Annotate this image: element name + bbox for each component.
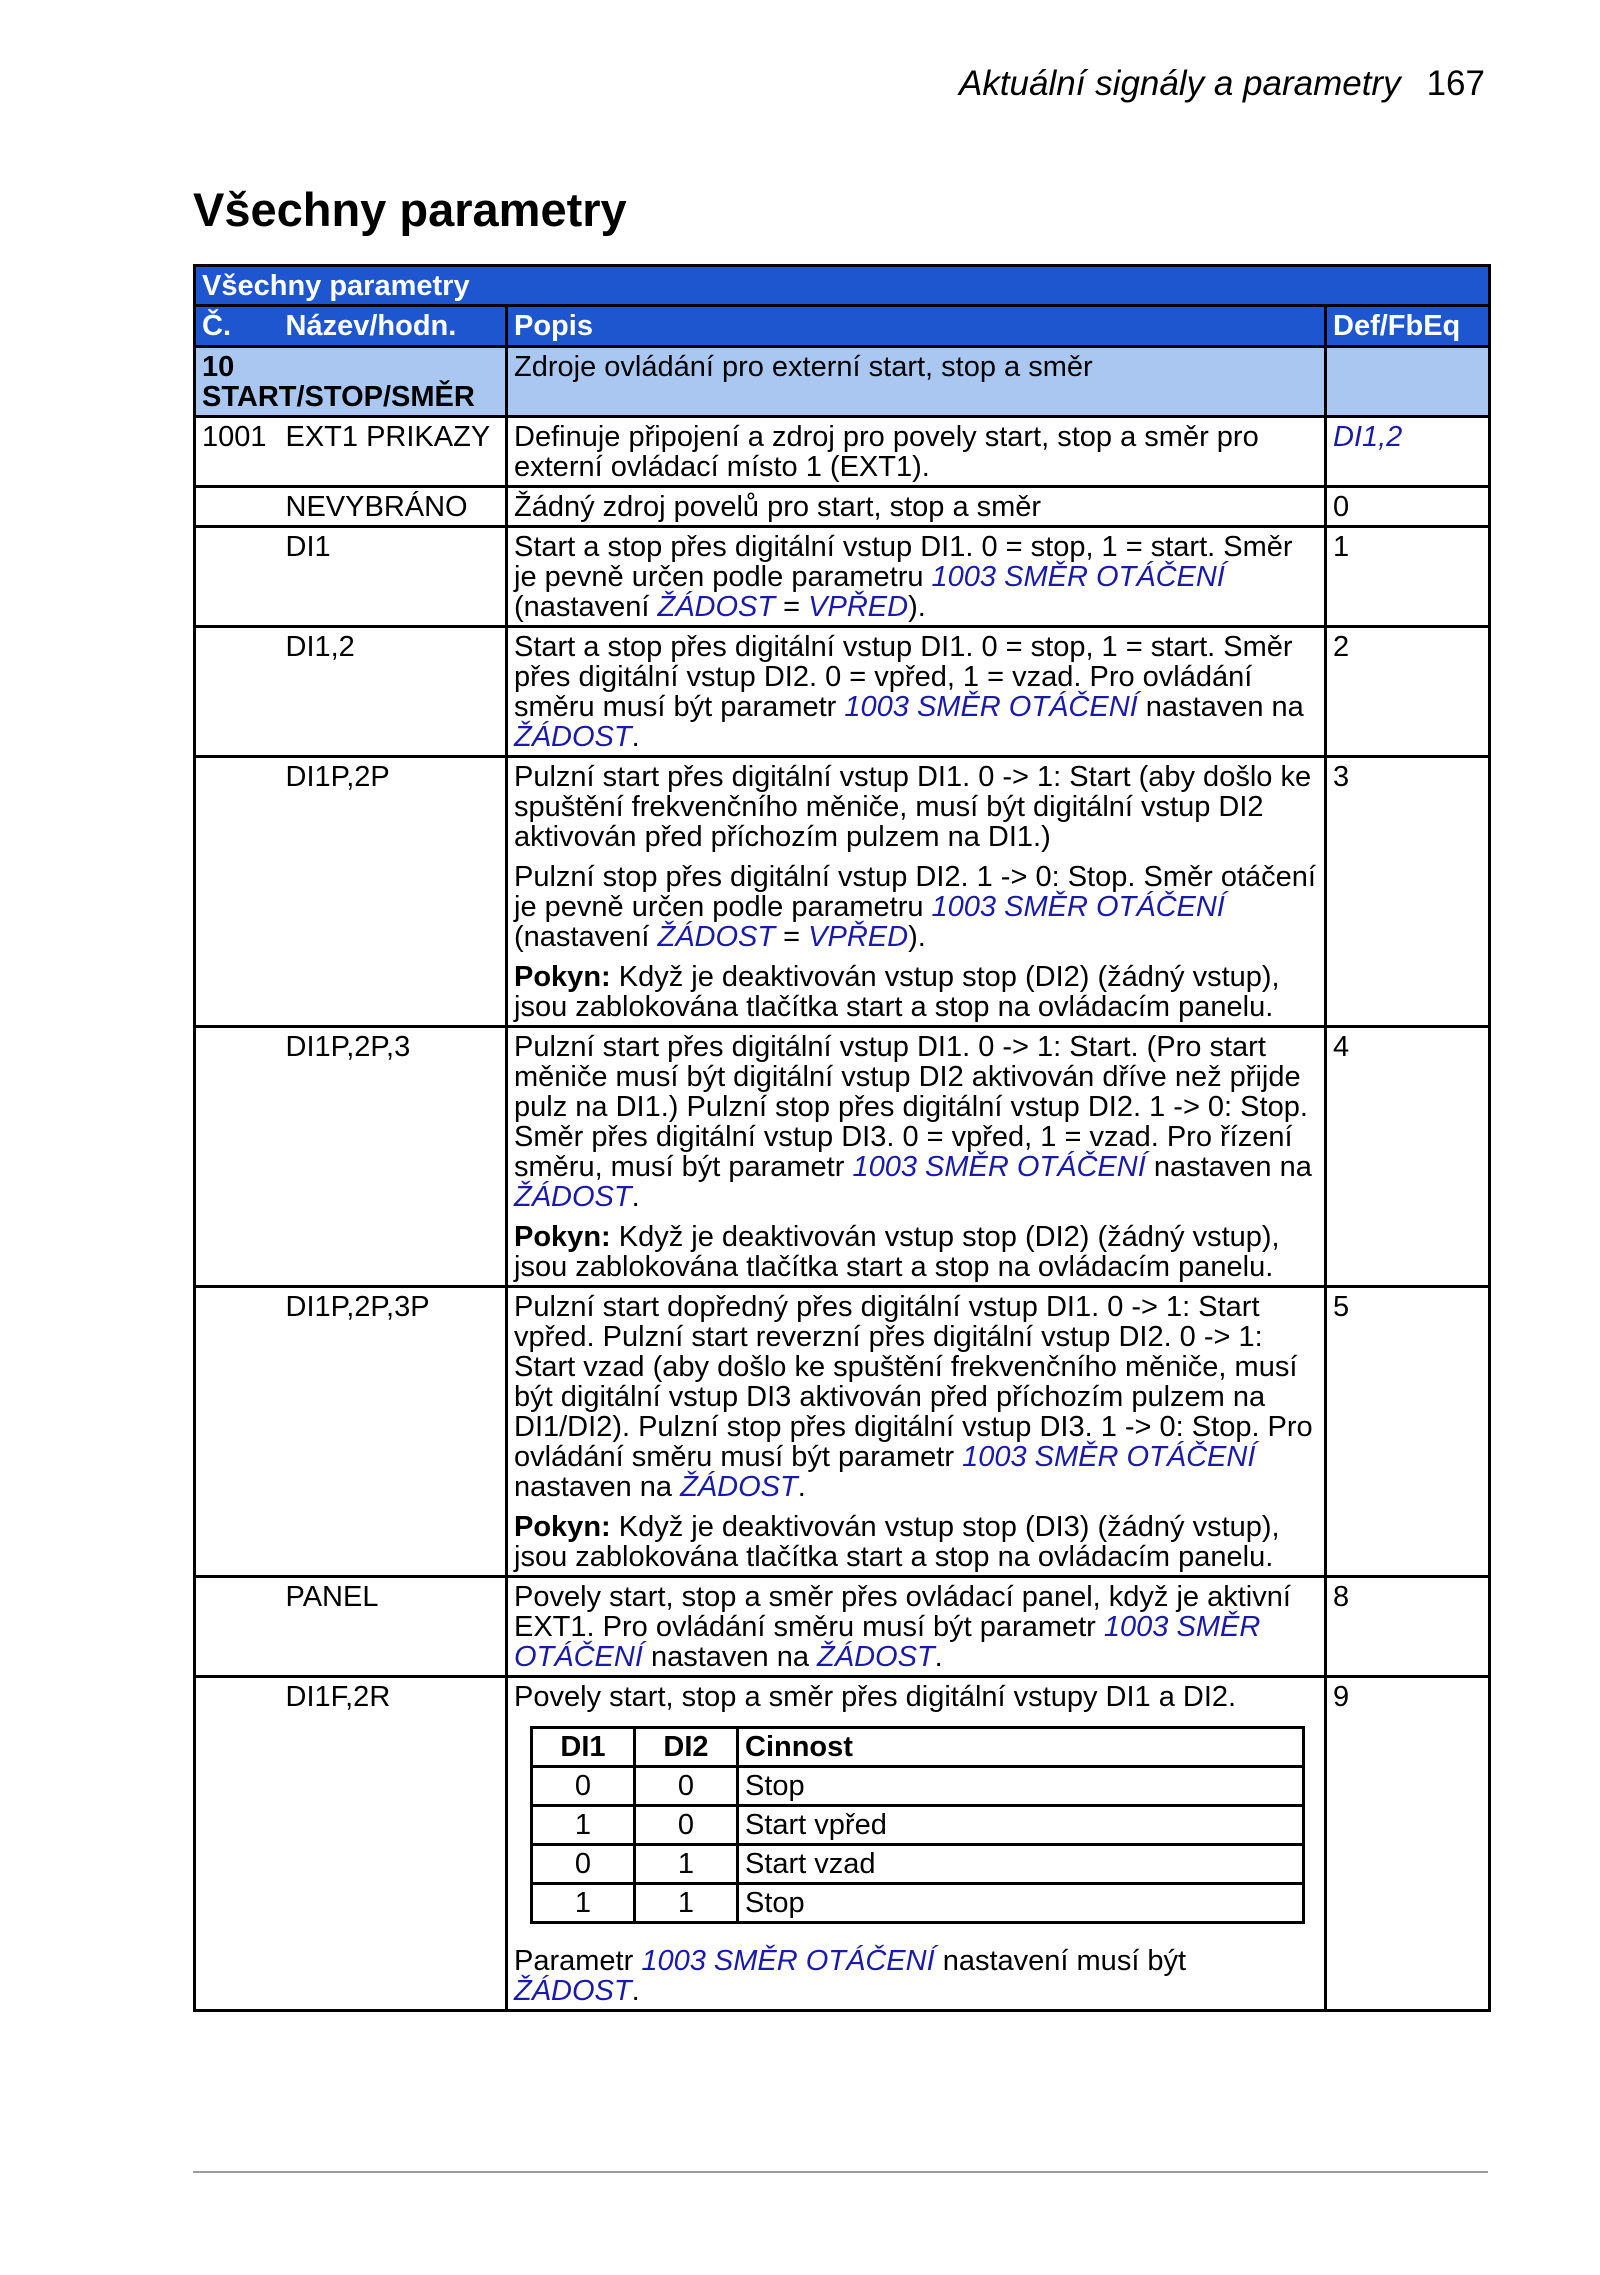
group-cell xyxy=(195,347,507,417)
link-zadost[interactable]: ŽÁDOST xyxy=(514,721,632,753)
page-title: Všechny parametry xyxy=(193,183,627,236)
group-row xyxy=(195,347,1490,417)
truth-table-row: 1 0 Start vpřed xyxy=(532,1806,1304,1845)
group-desc: Zdroje ovládání pro externí start, stop a směr xyxy=(507,347,1326,417)
value-def: 9 xyxy=(1326,1677,1490,2011)
link-smer-otaceni[interactable]: 1003 SMĚR OTÁČENÍ xyxy=(844,691,1138,723)
table-title: Všechny parametry xyxy=(195,266,1490,306)
value-desc: Pulzní start přes digitální vstup DI1. 0 -> 1: Start. (Pro start měniče musí být digitální vstup DI2 aktivován dříve než přijde pulz na DI1.) Pulzní stop přes digitální vstup DI2. 1 -> 0: Stop. Směr přes digitální vstup DI3. 0 = vpřed, 1 = vzad. Pro řízení směru, musí být parametr 1003 SMĚR OTÁČENÍ nastaven na ŽÁDOST. Pokyn: Když je deaktivován vstup stop (DI2) (žádný vstup), jsou zablokována tlačítka start a stop na ovládacím panelu. xyxy=(507,1027,1326,1287)
group-def xyxy=(1326,347,1490,417)
note-label: Pokyn: xyxy=(514,1221,611,1253)
value-def: 0 xyxy=(1326,487,1490,527)
truth-table-row: 0 0 Stop xyxy=(532,1767,1304,1806)
link-smer-otaceni[interactable]: 1003 SMĚR OTÁČENÍ xyxy=(852,1151,1146,1183)
truth-head-di1: DI1 xyxy=(532,1728,635,1767)
truth-head-action: Cinnost xyxy=(738,1728,1304,1767)
link-zadost[interactable]: ŽÁDOST xyxy=(514,1975,632,2007)
value-name: PANEL xyxy=(280,1577,507,1677)
value-def: 5 xyxy=(1326,1287,1490,1577)
truth-head-di2: DI2 xyxy=(635,1728,738,1767)
value-desc: Pulzní start přes digitální vstup DI1. 0 -> 1: Start (aby došlo ke spuštění frekvenčního měniče, musí být digitální vstup DI2 aktivován před příchozím pulzem na DI1.) Pulzní stop přes digitální vstup DI2. 1 -> 0: Stop. Směr otáčení je pevně určen podle parametru 1003 SMĚR OTÁČENÍ (nastavení ŽÁDOST = VPŘED). Pokyn: Když je deaktivován vstup stop (DI2) (žádný vstup), jsou zablokována tlačítka start a stop na ovládacím panelu. xyxy=(507,757,1326,1027)
value-def: 3 xyxy=(1326,757,1490,1027)
param-desc: Definuje připojení a zdroj pro povely start, stop a směr pro externí ovládací místo 1 (EXT1). xyxy=(507,417,1326,487)
truth-table-header xyxy=(532,1728,1304,1767)
value-name: NEVYBRÁNO xyxy=(280,487,507,527)
link-smer-otaceni[interactable]: 1003 SMĚR OTÁČENÍ xyxy=(641,1945,935,1977)
value-desc: Žádný zdroj povelů pro start, stop a směr xyxy=(507,487,1326,527)
link-zadost[interactable]: ŽÁDOST xyxy=(657,591,776,623)
link-vpred[interactable]: VPŘED xyxy=(808,921,909,953)
param-number: 1001 xyxy=(195,417,280,487)
value-name: DI1P,2P,3 xyxy=(280,1027,507,1287)
value-desc: Povely start, stop a směr přes ovládací panel, když je aktivní EXT1. Pro ovládání směru musí být parametr 1003 SMĚR OTÁČENÍ nastaven na ŽÁDOST. xyxy=(507,1577,1326,1677)
col-header-no: Č. xyxy=(195,306,280,347)
truth-table-row: 1 1 Stop xyxy=(532,1884,1304,1923)
table-title-row xyxy=(195,266,1490,306)
note-label: Pokyn: xyxy=(514,1511,611,1543)
value-def: 8 xyxy=(1326,1577,1490,1677)
parameter-table xyxy=(193,264,1491,2012)
value-def: 4 xyxy=(1326,1027,1490,1287)
link-zadost[interactable]: ŽÁDOST xyxy=(680,1471,798,1503)
col-header-def: Def/FbEq xyxy=(1326,306,1490,347)
table-row xyxy=(195,757,1490,1027)
value-def: 1 xyxy=(1326,527,1490,627)
note-label: Pokyn: xyxy=(514,961,611,993)
value-name: DI1 xyxy=(280,527,507,627)
link-zadost[interactable]: ŽÁDOST xyxy=(657,921,776,953)
table-row xyxy=(195,1287,1490,1577)
table-row xyxy=(195,1577,1490,1677)
running-title: Aktuální signály a parametry xyxy=(958,64,1401,103)
link-smer-otaceni[interactable]: 1003 SMĚR OTÁČENÍ xyxy=(931,561,1225,593)
page-number: 167 xyxy=(1426,64,1485,103)
value-desc: Povely start, stop a směr přes digitální vstupy DI1 a DI2. DI1 DI2 Cinnost 0 0 Stop 1 0 Start vpřed 0 1 Start vzad 1 1 Stop Parametr 1003 SMĚR OTÁČENÍ nastavení musí být ŽÁDOST. xyxy=(507,1677,1326,2011)
value-name: DI1F,2R xyxy=(280,1677,507,2011)
param-default-link[interactable]: DI1,2 xyxy=(1333,421,1403,453)
table-row xyxy=(195,487,1490,527)
link-smer-otaceni[interactable]: 1003 SMĚR OTÁČENÍ xyxy=(931,891,1225,923)
value-desc: Start a stop přes digitální vstup DI1. 0 = stop, 1 = start. Směr přes digitální vstup DI2. 0 = vpřed, 1 = vzad. Pro ovládání směru musí být parametr 1003 SMĚR OTÁČENÍ nastaven na ŽÁDOST. xyxy=(507,627,1326,757)
value-name: DI1P,2P,3P xyxy=(280,1287,507,1577)
table-row xyxy=(195,527,1490,627)
value-desc: Pulzní start dopředný přes digitální vstup DI1. 0 -> 1: Start vpřed. Pulzní start reverzní přes digitální vstup DI2. 0 -> 1: Start vzad (aby došlo ke spuštění frekvenčního měniče, musí být digitální vstup DI3 aktivován před příchozím pulzem na DI1/DI2). Pulzní stop přes digitální vstup DI3. 1 -> 0: Stop. Pro ovládání směru musí být parametr 1003 SMĚR OTÁČENÍ nastaven na ŽÁDOST. Pokyn: Když je deaktivován vstup stop (DI3) (žádný vstup), jsou zablokována tlačítka start a stop na ovládacím panelu. xyxy=(507,1287,1326,1577)
value-def: 2 xyxy=(1326,627,1490,757)
table-row xyxy=(195,1677,1490,2011)
param-name: EXT1 PRIKAZY xyxy=(280,417,507,487)
table-row xyxy=(195,627,1490,757)
param-row-1001 xyxy=(195,417,1490,487)
param-default[interactable] xyxy=(1326,417,1490,487)
link-smer-otaceni[interactable]: 1003 SMĚR OTÁČENÍ xyxy=(514,1611,1261,1673)
link-vpred[interactable]: VPŘED xyxy=(808,591,909,623)
col-header-desc: Popis xyxy=(507,306,1326,347)
value-name: DI1P,2P xyxy=(280,757,507,1027)
value-desc: Start a stop přes digitální vstup DI1. 0 = stop, 1 = start. Směr je pevně určen podle parametru 1003 SMĚR OTÁČENÍ (nastavení ŽÁDOST = VPŘED). xyxy=(507,527,1326,627)
table-row xyxy=(195,1027,1490,1287)
group-name: START/STOP/SMĚR xyxy=(202,381,475,413)
footer-rule xyxy=(193,2171,1488,2173)
link-zadost[interactable]: ŽÁDOST xyxy=(817,1641,935,1673)
group-number: 10 xyxy=(202,351,235,383)
running-header xyxy=(959,64,1485,104)
value-name: DI1,2 xyxy=(280,627,507,757)
link-zadost[interactable]: ŽÁDOST xyxy=(514,1181,632,1213)
truth-table xyxy=(530,1726,1305,1924)
truth-table-row: 0 1 Start vzad xyxy=(532,1845,1304,1884)
col-header-name: Název/hodn. xyxy=(280,306,507,347)
link-smer-otaceni[interactable]: 1003 SMĚR OTÁČENÍ xyxy=(962,1441,1256,1473)
column-header-row xyxy=(195,306,1490,347)
